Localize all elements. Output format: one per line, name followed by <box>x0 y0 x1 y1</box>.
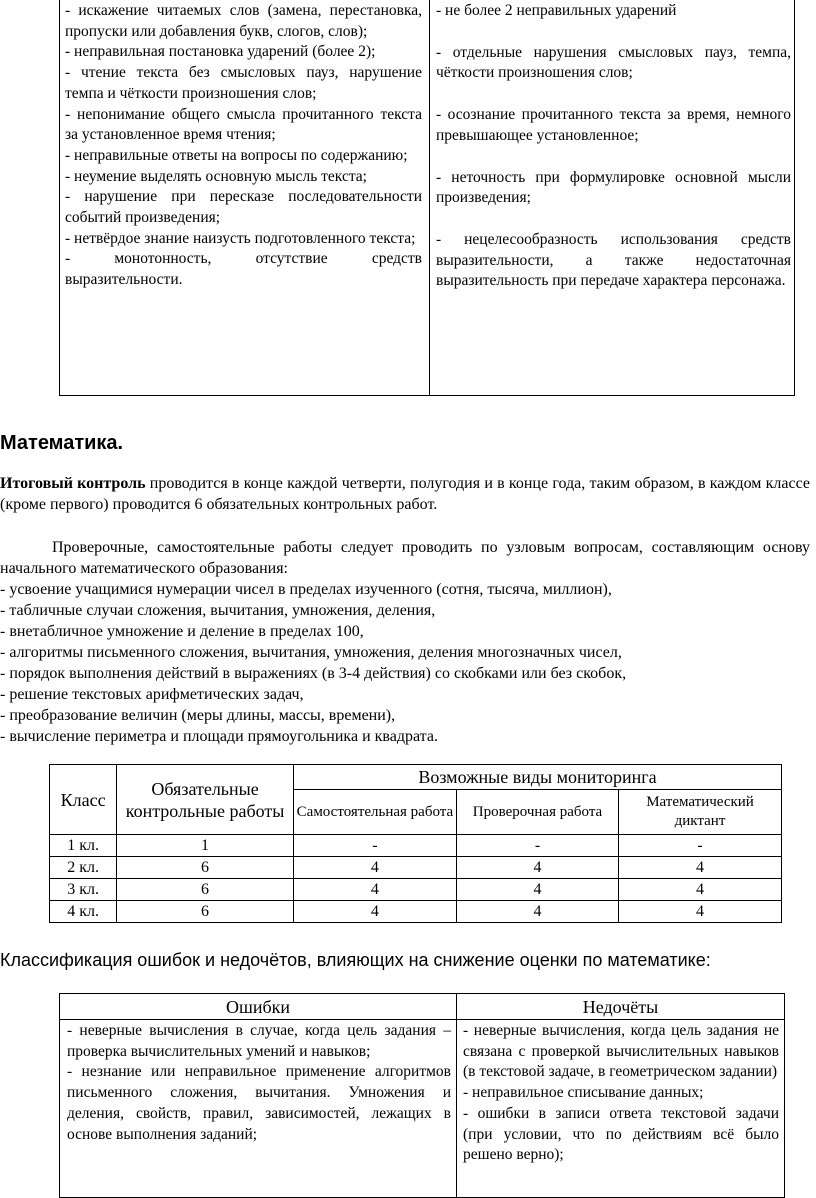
reading-criteria-table <box>59 0 795 396</box>
column-divider <box>429 0 430 395</box>
header-monitoring-types: Возможные виды мониторинга <box>293 765 781 790</box>
errors-flaws-table <box>59 993 785 1198</box>
errors-column <box>67 1021 451 1145</box>
table-cell: 1 кл. <box>50 835 117 857</box>
table-cell: 4 <box>619 901 782 923</box>
list-item: - нецелесообразность использования средств выразительности, а также недостаточная выразительность при передаче характера персонажа. <box>436 230 791 290</box>
list-item: - усвоение учащимися нумерации чисел в пределах изученного (сотня, тысяча, миллион), <box>0 581 612 598</box>
list-item: - монотонность, отсутствие средств выразительности. <box>65 250 422 289</box>
header-class: Класс <box>50 765 117 835</box>
list-item: - не более 2 неправильных ударений <box>436 2 677 19</box>
table-cell: 4 <box>619 857 782 879</box>
list-item: - внетабличное умножение и деление в пределах 100, <box>0 623 364 640</box>
table-cell: - <box>456 835 618 857</box>
header-math-dictation: Математический диктант <box>619 790 782 835</box>
column-divider <box>456 994 457 1197</box>
classification-title: Классификация ошибок и недочётов, влияющих на снижение оценки по математике: <box>0 950 711 970</box>
header-required-works: Обязательные контрольные работы <box>117 765 294 835</box>
table-cell: 6 <box>117 901 294 923</box>
list-item: - неверные вычисления, когда цель задания не связана с проверкой вычислительных навыков (в текстовой задаче, в геометрическом задании) <box>463 1022 779 1081</box>
table-cell: 4 <box>456 901 618 923</box>
table-cell: 6 <box>117 857 294 879</box>
monitoring-table <box>49 764 782 923</box>
header-test-work: Проверочная работа <box>456 790 618 835</box>
reading-flaws-column <box>436 1 791 292</box>
list-item: - ошибки в записи ответа текстовой задачи (при условии, что по действиям всё было решено верно); <box>463 1104 779 1164</box>
final-control-text: проводится в конце каждой четверти, полугодия и в конце года, таким образом, в каждом классе (кроме первого) проводится 6 обязательных контрольных работ. <box>0 475 811 513</box>
table-cell: 3 кл. <box>50 879 117 901</box>
list-item: - нетвёрдое знание наизусть подготовленного текста; <box>65 229 416 247</box>
list-item: - решение текстовых арифметических задач, <box>0 686 304 703</box>
list-item: - неправильные ответы на вопросы по содержанию; <box>65 146 408 164</box>
header-independent-work: Самостоятельная работа <box>293 790 456 835</box>
list-item: - неточность при формулировке основной мысли произведения; <box>436 168 791 207</box>
list-item: - табличные случаи сложения, вычитания, умножения, деления, <box>0 602 436 619</box>
table-cell: - <box>619 835 782 857</box>
list-item: - нарушение при пересказе последовательности событий произведения; <box>65 188 422 227</box>
list-item: - искажение читаемых слов (замена, перестановка, пропуски или добавления букв, слогов, слов); <box>65 2 422 40</box>
list-item: - непонимание общего смысла прочитанного текста за установленное время чтения; <box>65 105 422 144</box>
header-flaws: Недочёты <box>582 997 659 1017</box>
flaws-column <box>463 1021 779 1166</box>
table-cell: 4 <box>293 879 456 901</box>
list-item: - вычисление периметра и площади прямоугольника и квадрата. <box>0 728 438 745</box>
table-cell: 4 <box>293 901 456 923</box>
table-cell: 4 <box>619 879 782 901</box>
table-cell: 1 <box>117 835 294 857</box>
header-divider <box>60 1019 784 1020</box>
table-cell: 4 кл. <box>50 901 117 923</box>
reading-errors-column <box>65 1 422 291</box>
list-item: - неумение выделять основную мысль текста; <box>65 167 367 185</box>
table-cell: 4 <box>293 857 456 879</box>
table-cell: - <box>293 835 456 857</box>
list-item: - порядок выполнения действий в выражениях (в 3-4 действия) со скобками или без скобок, <box>0 665 627 682</box>
table-cell: 4 <box>456 857 618 879</box>
list-item: - осознание прочитанного текста за время, немного превышающее установленное; <box>436 106 791 144</box>
list-item: - неправильная постановка ударений (более 2); <box>65 43 376 61</box>
final-control-term: Итоговый контроль <box>0 475 146 492</box>
table-row <box>50 901 782 923</box>
list-item: - неправильное списывание данных; <box>463 1084 704 1102</box>
header-errors: Ошибки <box>225 997 291 1017</box>
table-cell: 6 <box>117 879 294 901</box>
list-item: - неверные вычисления в случае, когда цель задания – проверка вычислительных умений и навыков; <box>67 1022 451 1060</box>
intro-paragraph <box>0 537 810 747</box>
list-item: - алгоритмы письменного сложения, вычитания, умножения, деления многозначных чисел, <box>0 644 622 661</box>
list-item: - незнание или неправильное применение алгоритмов письменного сложения, вычитания. Умножения и деления, свойств, правил, зависимостей, лежащих в основе выполнения заданий; <box>67 1063 451 1143</box>
section-title: Математика. <box>0 432 124 454</box>
list-item: - чтение текста без смысловых пауз, нарушение темпа и чёткости произношения слов; <box>65 64 422 102</box>
list-item: - преобразование величин (меры длины, массы, времени), <box>0 707 396 724</box>
table-row <box>50 879 782 901</box>
table-row <box>50 835 782 857</box>
table-row <box>50 857 782 879</box>
table-cell: 2 кл. <box>50 857 117 879</box>
final-control-paragraph <box>0 473 810 515</box>
list-item: - отдельные нарушения смысловых пауз, темпа, чёткости произношения слов; <box>436 43 791 82</box>
intro-text: Проверочные, самостоятельные работы следует проводить по узловым вопросам, составляющим основу начального математического образования: <box>0 539 810 577</box>
table-cell: 4 <box>456 879 618 901</box>
